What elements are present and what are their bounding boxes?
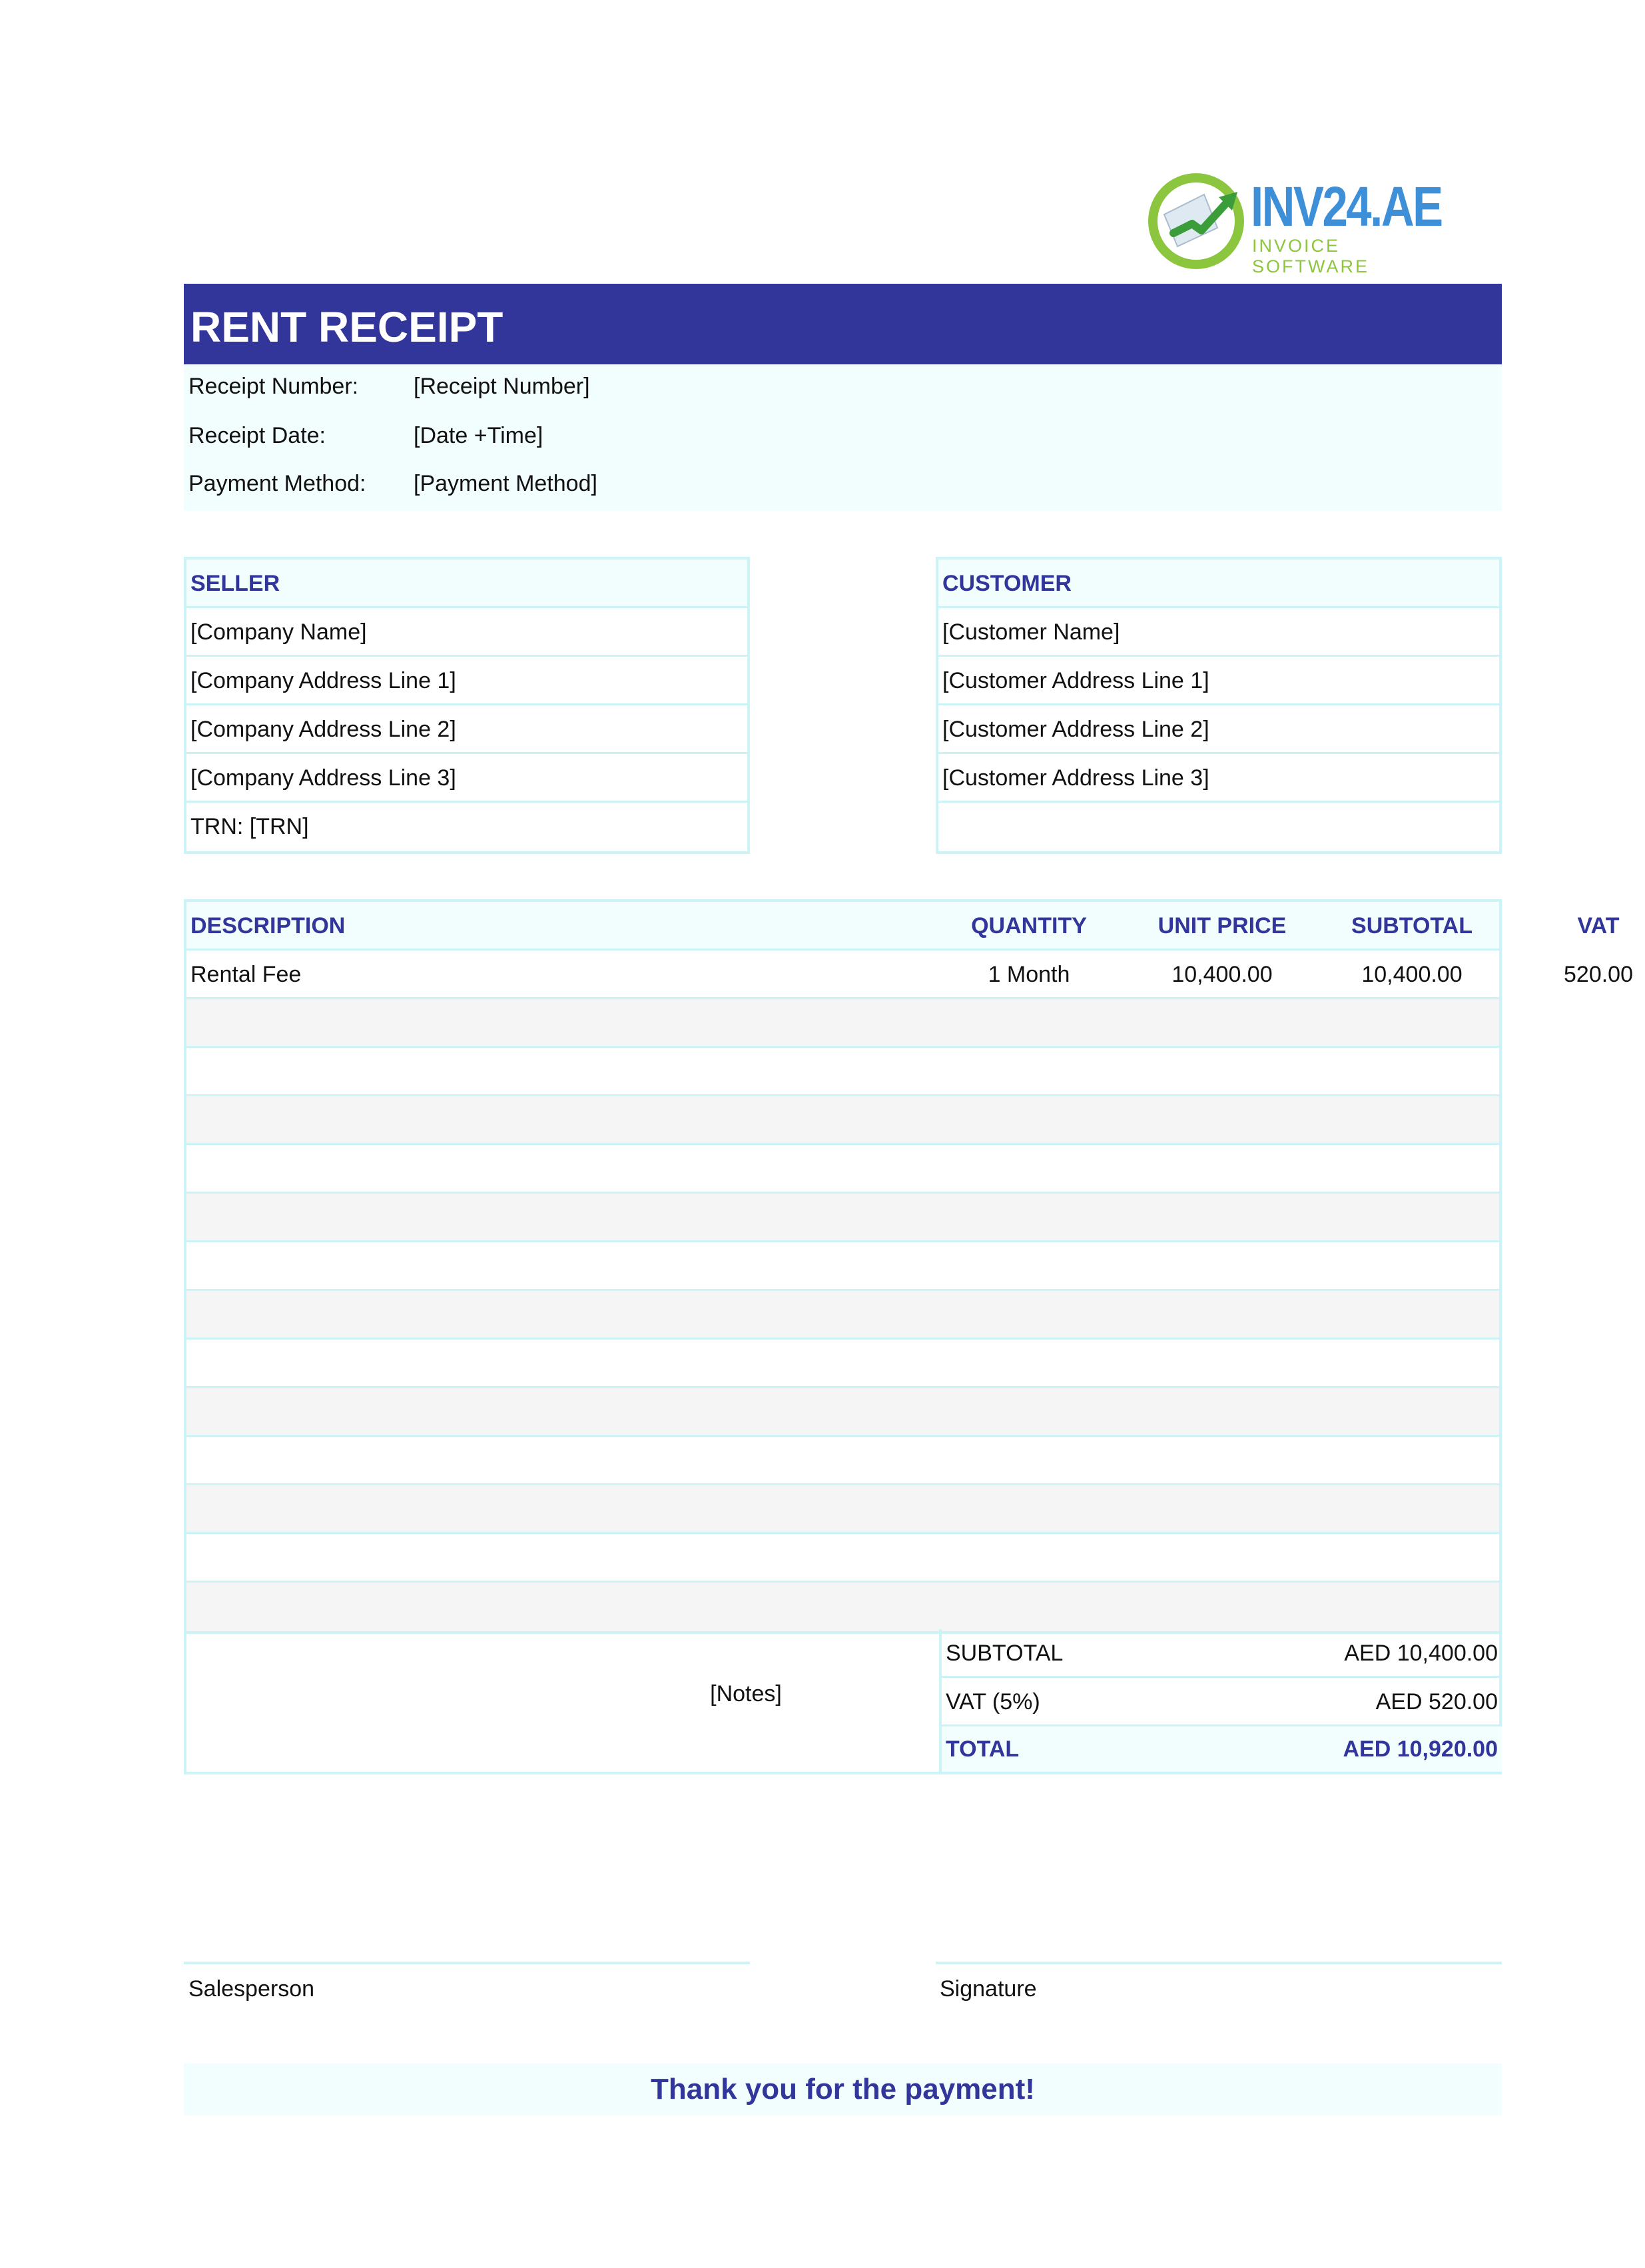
signature-label: Signature <box>940 1976 1037 2002</box>
table-row-empty <box>186 1485 1499 1534</box>
table-row-empty <box>186 1583 1499 1631</box>
logo-brand-text: INV24.AE <box>1251 175 1442 238</box>
subtotal-value: AED 10,400.00 <box>1344 1641 1498 1666</box>
table-row-empty <box>186 999 1499 1048</box>
receipt-date-value: [Date +Time] <box>414 423 543 448</box>
table-row-empty <box>186 1048 1499 1096</box>
company-logo <box>1144 167 1457 276</box>
table-row-empty <box>186 1096 1499 1145</box>
seller-address-line-2: [Company Address Line 2] <box>186 705 747 754</box>
table-row <box>186 950 1633 999</box>
item-unit-price: 10,400.00 <box>1171 962 1273 987</box>
receipt-number-value: [Receipt Number] <box>414 374 590 399</box>
header-unit-price: UNIT PRICE <box>1157 913 1287 939</box>
salesperson-label: Salesperson <box>188 1976 315 2002</box>
item-subtotal: 10,400.00 <box>1361 962 1463 987</box>
seller-address-line-3: [Company Address Line 3] <box>186 754 747 803</box>
customer-name: [Customer Name] <box>938 608 1499 657</box>
vat-value: AED 520.00 <box>1375 1689 1498 1714</box>
payment-method-label: Payment Method: <box>188 471 366 496</box>
total-value: AED 10,920.00 <box>1343 1736 1498 1762</box>
items-header-row <box>186 902 1620 950</box>
item-description: Rental Fee <box>190 962 302 987</box>
table-row-empty <box>186 1291 1499 1339</box>
vat-label: VAT (5%) <box>946 1689 1040 1714</box>
receipt-info <box>184 364 1502 511</box>
table-row-empty <box>186 1194 1499 1242</box>
item-quantity: 1 Month <box>988 962 1070 987</box>
table-row-empty <box>186 1437 1499 1485</box>
table-row-empty <box>186 1534 1499 1583</box>
seller-trn: TRN: [TRN] <box>186 803 747 851</box>
logo-tagline: INVOICE SOFTWARE <box>1252 236 1369 276</box>
notes: [Notes] <box>710 1681 782 1706</box>
customer-box <box>936 557 1502 854</box>
table-row-empty <box>186 1145 1499 1194</box>
customer-heading: CUSTOMER <box>938 560 1499 608</box>
totals-section <box>184 1629 1502 1774</box>
logo-emblem-icon <box>1144 167 1251 273</box>
signature-line <box>936 1962 1502 1964</box>
title-band <box>184 284 1502 364</box>
customer-extra-line <box>938 803 1499 851</box>
receipt-date-label: Receipt Date: <box>188 423 326 448</box>
payment-method-value: [Payment Method] <box>414 471 597 496</box>
seller-box <box>184 557 750 854</box>
item-vat: 520.00 <box>1564 962 1633 987</box>
total-row <box>942 1726 1502 1772</box>
table-row-empty <box>186 1388 1499 1437</box>
subtotal-row <box>942 1629 1502 1678</box>
subtotal-label: SUBTOTAL <box>946 1641 1064 1666</box>
vat-row <box>942 1678 1502 1726</box>
customer-address-line-1: [Customer Address Line 1] <box>938 657 1499 705</box>
total-label: TOTAL <box>946 1736 1020 1762</box>
header-description: DESCRIPTION <box>190 913 346 939</box>
header-vat: VAT <box>1577 913 1620 939</box>
thank-you-message: Thank you for the payment! <box>184 2064 1502 2115</box>
seller-heading: SELLER <box>186 560 747 608</box>
customer-address-line-2: [Customer Address Line 2] <box>938 705 1499 754</box>
customer-address-line-3: [Customer Address Line 3] <box>938 754 1499 803</box>
seller-company-name: [Company Name] <box>186 608 747 657</box>
salesperson-line <box>184 1962 750 1964</box>
header-quantity: QUANTITY <box>971 913 1087 939</box>
table-row-empty <box>186 1242 1499 1291</box>
receipt-number-label: Receipt Number: <box>188 374 359 399</box>
table-row-empty <box>186 1339 1499 1388</box>
seller-address-line-1: [Company Address Line 1] <box>186 657 747 705</box>
items-table <box>184 899 1633 1634</box>
page-title: RENT RECEIPT <box>190 303 503 351</box>
header-subtotal: SUBTOTAL <box>1351 913 1473 939</box>
